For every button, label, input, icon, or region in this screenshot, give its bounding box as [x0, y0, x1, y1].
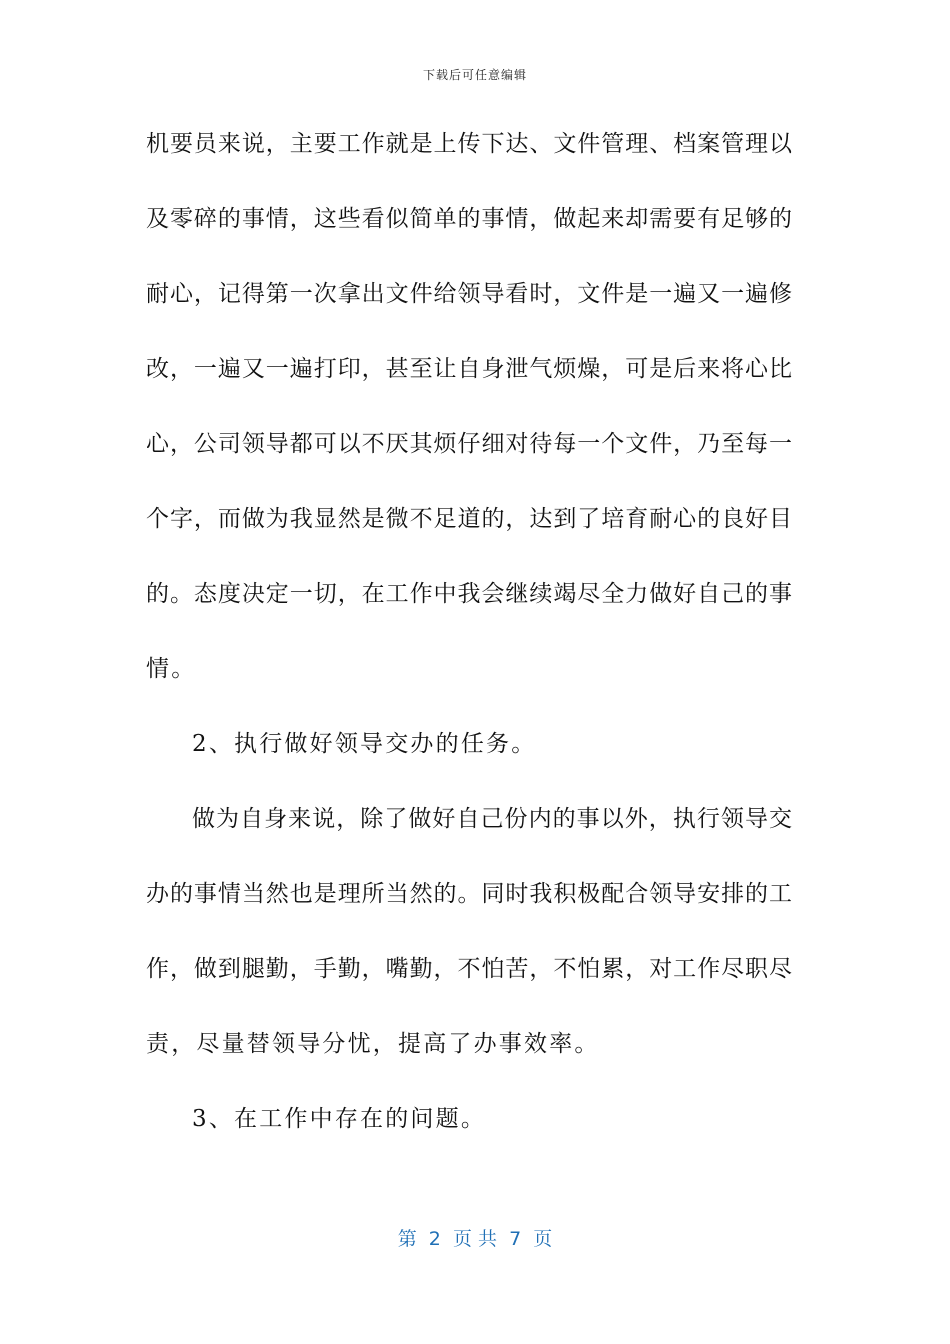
body-line: 责，尽量替领导分忧，提高了办事效率。 — [146, 1031, 600, 1057]
body-line: 作，做到腿勤，手勤，嘴勤，不怕苦，不怕累，对工作尽职尽 — [146, 956, 792, 982]
section-heading-3: 3、在工作中存在的问题。 — [192, 1106, 487, 1132]
body-line: 情。 — [146, 656, 197, 682]
body-line: 及零碎的事情，这些看似简单的事情，做起来却需要有足够的 — [146, 206, 792, 232]
body-line: 心，公司领导都可以不厌其烦仔细对待每一个文件，乃至每一 — [146, 431, 792, 457]
header-note: 下载后可任意编辑 — [422, 68, 527, 82]
page-number-footer: 第 2 页 共 7 页 — [397, 1228, 553, 1250]
body-line: 改，一遍又一遍打印，甚至让自身泄气烦燥，可是后来将心比 — [146, 356, 792, 382]
body-line: 的。态度决定一切，在工作中我会继续竭尽全力做好自己的事 — [146, 581, 792, 607]
body-line: 办的事情当然也是理所当然的。同时我积极配合领导安排的工 — [146, 881, 792, 907]
section-heading-2: 2、执行做好领导交办的任务。 — [192, 731, 537, 757]
body-line: 耐心，记得第一次拿出文件给领导看时，文件是一遍又一遍修 — [146, 281, 792, 307]
body-line: 个字，而做为我显然是微不足道的，达到了培育耐心的良好目 — [146, 506, 792, 532]
body-line: 机要员来说，主要工作就是上传下达、文件管理、档案管理以 — [146, 131, 792, 157]
paragraph-first-line: 做为自身来说，除了做好自己份内的事以外，执行领导交 — [192, 806, 792, 832]
